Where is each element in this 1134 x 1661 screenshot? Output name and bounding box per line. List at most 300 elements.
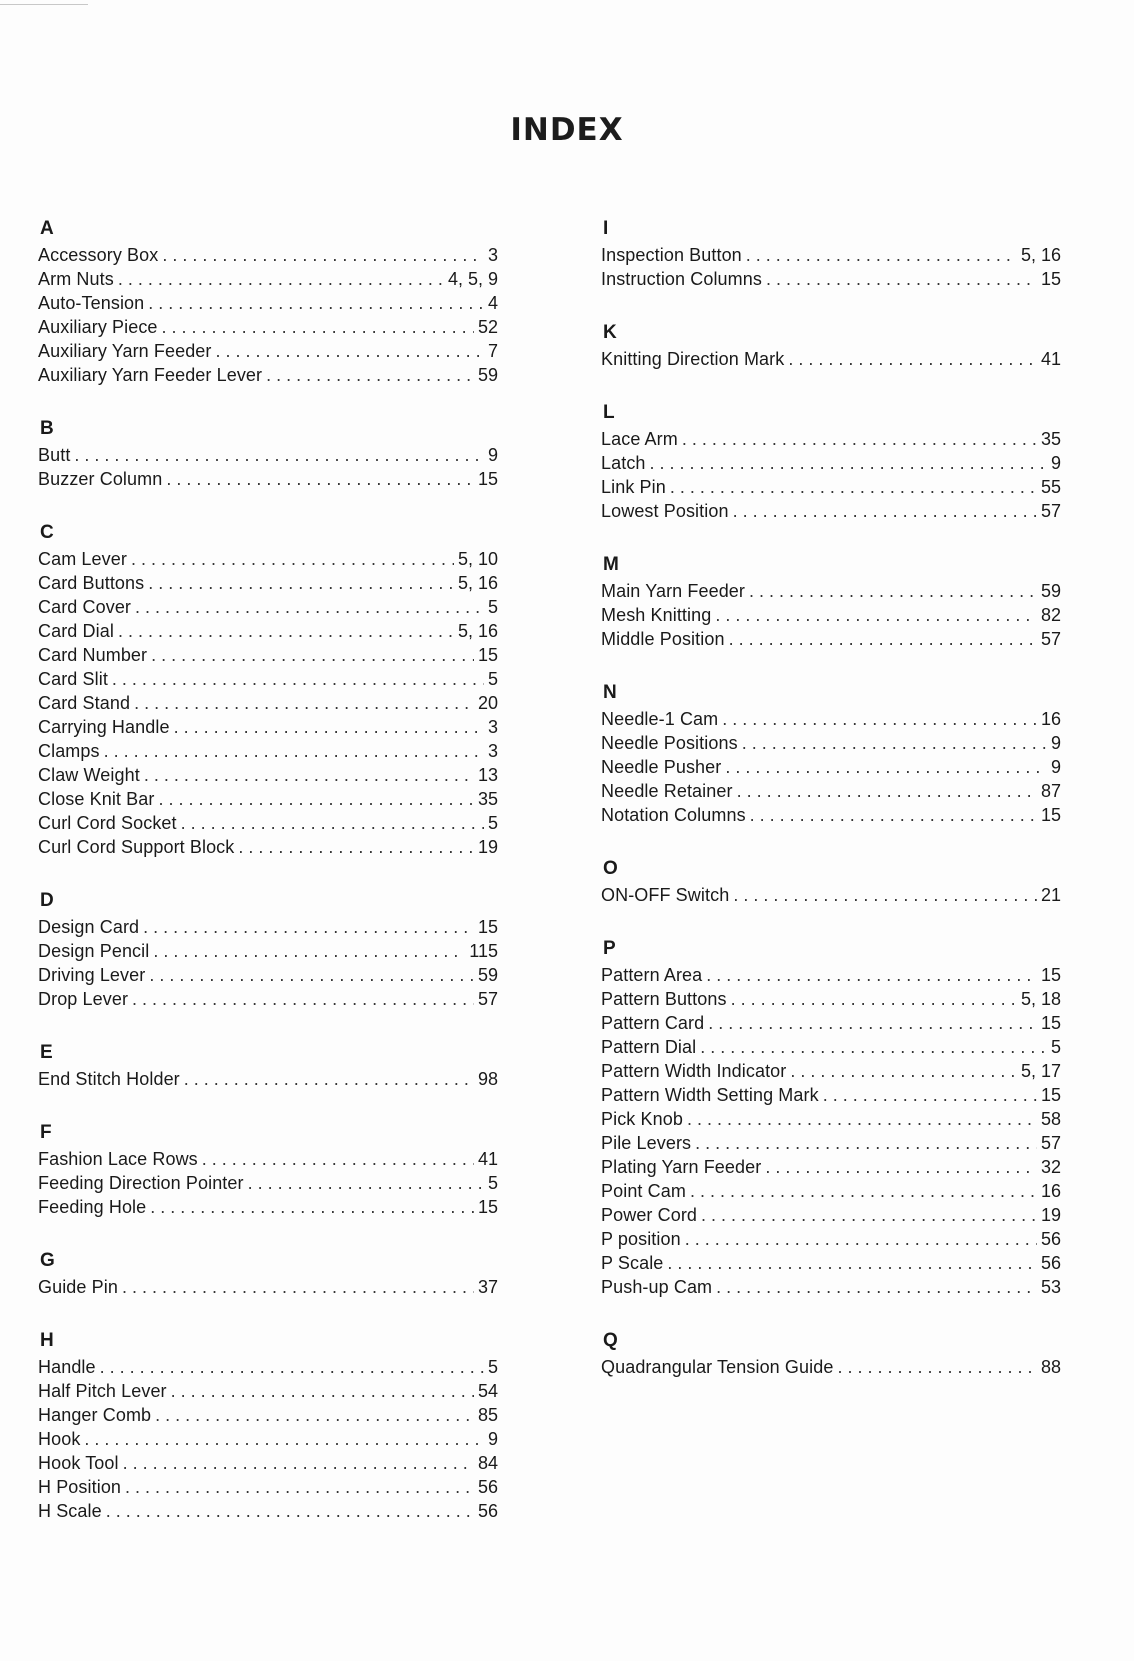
index-section-b (38, 414, 498, 518)
entry-list (601, 243, 1061, 291)
index-section-k (601, 318, 1061, 398)
entry-page-numbers: 9 (487, 1429, 498, 1449)
index-entry (38, 315, 498, 339)
section-spacer (601, 371, 1061, 398)
index-entry (601, 1107, 1061, 1131)
index-column-right (601, 214, 1061, 1379)
scan-edge-line (0, 4, 88, 5)
dot-leader (685, 1227, 1037, 1251)
dot-leader (149, 963, 474, 987)
entry-term: Lowest Position (601, 501, 729, 521)
entry-term: Drop Lever (38, 989, 129, 1009)
dot-leader (238, 835, 474, 859)
entry-page-numbers: 32 (1040, 1157, 1061, 1177)
dot-leader (725, 755, 1047, 779)
index-entry (38, 1427, 498, 1451)
entry-page-numbers: 41 (477, 1149, 498, 1169)
entry-page-numbers: 5 (487, 813, 498, 833)
index-entry (38, 619, 498, 643)
index-entry (601, 987, 1061, 1011)
dot-leader (181, 811, 484, 835)
dot-leader (132, 987, 474, 1011)
entry-page-numbers: 56 (477, 1477, 498, 1497)
dot-leader (766, 267, 1037, 291)
dot-leader (682, 427, 1037, 451)
entry-page-numbers: 15 (1040, 269, 1061, 289)
entry-term: Needle Positions (601, 733, 738, 753)
entry-term: Pattern Dial (601, 1037, 697, 1057)
index-entry (601, 1355, 1061, 1379)
index-entry (38, 547, 498, 571)
entry-term: Quadrangular Tension Guide (601, 1357, 834, 1377)
dot-leader (765, 1155, 1037, 1179)
entry-term: Claw Weight (38, 765, 140, 785)
entry-page-numbers: 4, 5, 9 (447, 269, 498, 289)
index-entry (38, 1275, 498, 1299)
entry-page-numbers: 15 (1040, 1085, 1061, 1105)
index-entry (601, 731, 1061, 755)
entry-term: Hook (38, 1429, 81, 1449)
entry-term: ON-OFF Switch (601, 885, 730, 905)
entry-term: Pattern Buttons (601, 989, 727, 1009)
index-entry (601, 451, 1061, 475)
entry-term: Design Card (38, 917, 140, 937)
entry-term: Card Cover (38, 597, 132, 617)
index-entry (601, 603, 1061, 627)
entry-list (601, 347, 1061, 371)
index-entry (38, 267, 498, 291)
entry-page-numbers: 9 (487, 445, 498, 465)
entry-page-numbers: 5, 10 (457, 549, 498, 569)
index-section-e (38, 1038, 498, 1118)
entry-page-numbers: 15 (477, 1197, 498, 1217)
entry-term: Pattern Width Indicator (601, 1061, 787, 1081)
entry-page-numbers: 35 (477, 789, 498, 809)
entry-term: Knitting Direction Mark (601, 349, 785, 369)
entry-page-numbers: 9 (1050, 733, 1061, 753)
index-column-left (38, 214, 498, 1523)
index-entry (601, 427, 1061, 451)
index-section-p (601, 934, 1061, 1326)
dot-leader (823, 1083, 1037, 1107)
entry-page-numbers: 57 (1040, 629, 1061, 649)
index-entry (38, 363, 498, 387)
index-entry (38, 691, 498, 715)
entry-page-numbers: 115 (469, 941, 498, 961)
entry-term: Auxiliary Yarn Feeder (38, 341, 212, 361)
entry-term: Handle (38, 1357, 96, 1377)
entry-page-numbers: 3 (487, 741, 498, 761)
dot-leader (171, 1379, 474, 1403)
entry-page-numbers: 5, 17 (1020, 1061, 1061, 1081)
section-letter: I (603, 218, 609, 239)
index-entry (601, 1035, 1061, 1059)
dot-leader (670, 475, 1037, 499)
entry-term: Pick Knob (601, 1109, 683, 1129)
entry-term: Design Pencil (38, 941, 150, 961)
index-entry (38, 571, 498, 595)
entry-term: Feeding Direction Pointer (38, 1173, 244, 1193)
entry-page-numbers: 52 (477, 317, 498, 337)
index-entry (38, 835, 498, 859)
index-entry (601, 1011, 1061, 1035)
entry-list (601, 707, 1061, 827)
index-section-d (38, 886, 498, 1038)
entry-term: Hanger Comb (38, 1405, 152, 1425)
dot-leader (687, 1107, 1037, 1131)
entry-term: Inspection Button (601, 245, 742, 265)
dot-leader (742, 731, 1047, 755)
dot-leader (690, 1179, 1037, 1203)
index-entry (38, 763, 498, 787)
index-entry (601, 1131, 1061, 1155)
entry-list (38, 1147, 498, 1219)
entry-page-numbers: 5, 16 (457, 621, 498, 641)
entry-term: Needle Retainer (601, 781, 733, 801)
index-entry (38, 1403, 498, 1427)
section-letter: C (40, 522, 54, 543)
index-entry (601, 1155, 1061, 1179)
index-entry (38, 1475, 498, 1499)
entry-term: End Stitch Holder (38, 1069, 180, 1089)
entry-term: Pile Levers (601, 1133, 692, 1153)
index-entry (601, 475, 1061, 499)
entry-term: Push-up Cam (601, 1277, 713, 1297)
entry-list (601, 427, 1061, 523)
index-entry (601, 347, 1061, 371)
entry-page-numbers: 56 (1040, 1253, 1061, 1273)
entry-term: Card Stand (38, 693, 131, 713)
entry-term: Power Cord (601, 1205, 698, 1225)
entry-page-numbers: 54 (477, 1381, 498, 1401)
entry-term: Half Pitch Lever (38, 1381, 167, 1401)
section-spacer (38, 1091, 498, 1118)
dot-leader (700, 1035, 1047, 1059)
entry-list (38, 915, 498, 1011)
section-spacer (38, 859, 498, 886)
section-spacer (601, 291, 1061, 318)
dot-leader (788, 347, 1037, 371)
entry-list (38, 547, 498, 859)
dot-leader (729, 627, 1037, 651)
dot-leader (118, 267, 444, 291)
section-spacer (38, 1011, 498, 1038)
entry-page-numbers: 5 (487, 597, 498, 617)
entry-term: Auxiliary Piece (38, 317, 158, 337)
section-letter: D (40, 890, 54, 911)
entry-term: Plating Yarn Feeder (601, 1157, 762, 1177)
index-section-i (601, 214, 1061, 318)
section-spacer (38, 491, 498, 518)
index-entry (601, 803, 1061, 827)
index-section-a (38, 214, 498, 414)
dot-leader (708, 1011, 1037, 1035)
entry-term: P position (601, 1229, 681, 1249)
index-entry (38, 1171, 498, 1195)
entry-page-numbers: 88 (1040, 1357, 1061, 1377)
dot-leader (216, 339, 484, 363)
section-letter: A (40, 218, 54, 239)
entry-page-numbers: 7 (487, 341, 498, 361)
entry-page-numbers: 19 (477, 837, 498, 857)
entry-term: Fashion Lace Rows (38, 1149, 198, 1169)
entry-list (601, 1355, 1061, 1379)
dot-leader (266, 363, 474, 387)
index-entry (38, 811, 498, 835)
entry-page-numbers: 21 (1040, 885, 1061, 905)
entry-term: Notation Columns (601, 805, 746, 825)
section-spacer (601, 651, 1061, 678)
entry-page-numbers: 19 (1040, 1205, 1061, 1225)
dot-leader (722, 707, 1037, 731)
dot-leader (715, 603, 1037, 627)
dot-leader (202, 1147, 474, 1171)
index-entry (38, 667, 498, 691)
section-letter: O (603, 858, 618, 879)
index-entry (38, 1067, 498, 1091)
index-entry (38, 1355, 498, 1379)
dot-leader (112, 667, 484, 691)
entry-page-numbers: 15 (1040, 965, 1061, 985)
entry-list (601, 883, 1061, 907)
dot-leader (733, 499, 1037, 523)
section-spacer (38, 1299, 498, 1326)
entry-term: Auxiliary Yarn Feeder Lever (38, 365, 263, 385)
section-letter: F (40, 1122, 52, 1143)
entry-term: Mesh Knitting (601, 605, 712, 625)
dot-leader (650, 451, 1047, 475)
index-entry (38, 939, 498, 963)
entry-page-numbers: 35 (1040, 429, 1061, 449)
index-entry (38, 1379, 498, 1403)
dot-leader (695, 1131, 1037, 1155)
entry-list (38, 243, 498, 387)
entry-term: Card Buttons (38, 573, 145, 593)
entry-term: Card Dial (38, 621, 114, 641)
entry-list (38, 1355, 498, 1523)
dot-leader (749, 579, 1037, 603)
dot-leader (158, 787, 474, 811)
dot-leader (123, 1451, 474, 1475)
entry-term: Clamps (38, 741, 100, 761)
entry-page-numbers: 57 (1040, 501, 1061, 521)
dot-leader (174, 715, 484, 739)
section-letter: P (603, 938, 616, 959)
entry-term: Main Yarn Feeder (601, 581, 746, 601)
dot-leader (134, 691, 474, 715)
index-entry (38, 787, 498, 811)
index-entry (38, 467, 498, 491)
entry-page-numbers: 16 (1040, 709, 1061, 729)
index-section-f (38, 1118, 498, 1246)
index-entry (38, 739, 498, 763)
index-entry (601, 755, 1061, 779)
entry-page-numbers: 5, 18 (1020, 989, 1061, 1009)
dot-leader (100, 1355, 484, 1379)
section-spacer (601, 1299, 1061, 1326)
index-entry (38, 1499, 498, 1523)
index-section-n (601, 678, 1061, 854)
index-entry (601, 1275, 1061, 1299)
entry-page-numbers: 15 (477, 645, 498, 665)
dot-leader (248, 1171, 484, 1195)
entry-page-numbers: 37 (477, 1277, 498, 1297)
entry-page-numbers: 41 (1040, 349, 1061, 369)
entry-term: Carrying Handle (38, 717, 170, 737)
index-entry (38, 1147, 498, 1171)
entry-term: Curl Cord Support Block (38, 837, 235, 857)
section-letter: K (603, 322, 617, 343)
index-entry (601, 243, 1061, 267)
entry-term: H Position (38, 1477, 122, 1497)
entry-page-numbers: 5 (487, 1357, 498, 1377)
dot-leader (716, 1275, 1037, 1299)
entry-term: Needle Pusher (601, 757, 722, 777)
dot-leader (162, 243, 484, 267)
entry-page-numbers: 9 (1050, 453, 1061, 473)
index-entry (38, 963, 498, 987)
section-letter: H (40, 1330, 54, 1351)
index-entry (601, 1227, 1061, 1251)
dot-leader (837, 1355, 1037, 1379)
index-section-q (601, 1326, 1061, 1379)
entry-term: Feeding Hole (38, 1197, 147, 1217)
entry-page-numbers: 59 (477, 365, 498, 385)
entry-term: Middle Position (601, 629, 725, 649)
index-entry (601, 883, 1061, 907)
index-entry (38, 1195, 498, 1219)
index-entry (38, 915, 498, 939)
section-spacer (601, 827, 1061, 854)
index-section-h (38, 1326, 498, 1523)
dot-leader (701, 1203, 1037, 1227)
dot-leader (131, 547, 454, 571)
entry-term: Link Pin (601, 477, 666, 497)
dot-leader (143, 915, 474, 939)
index-entry (601, 1203, 1061, 1227)
entry-page-numbers: 5, 16 (457, 573, 498, 593)
section-spacer (601, 907, 1061, 934)
entry-page-numbers: 82 (1040, 605, 1061, 625)
entry-term: Driving Lever (38, 965, 146, 985)
entry-page-numbers: 85 (477, 1405, 498, 1425)
dot-leader (166, 467, 474, 491)
section-spacer (38, 387, 498, 414)
entry-page-numbers: 56 (1040, 1229, 1061, 1249)
index-entry (38, 1451, 498, 1475)
index-section-c (38, 518, 498, 886)
entry-page-numbers: 5, 16 (1020, 245, 1061, 265)
index-entry (38, 643, 498, 667)
entry-page-numbers: 20 (477, 693, 498, 713)
entry-term: Arm Nuts (38, 269, 114, 289)
entry-page-numbers: 15 (477, 469, 498, 489)
section-spacer (601, 523, 1061, 550)
entry-page-numbers: 15 (477, 917, 498, 937)
index-entry (38, 243, 498, 267)
index-entry (601, 627, 1061, 651)
entry-list (38, 1067, 498, 1091)
entry-term: Pattern Width Setting Mark (601, 1085, 819, 1105)
index-entry (38, 291, 498, 315)
dot-leader (122, 1275, 474, 1299)
dot-leader (106, 1499, 474, 1523)
entry-term: Card Slit (38, 669, 108, 689)
index-entry (601, 267, 1061, 291)
entry-term: P Scale (601, 1253, 664, 1273)
entry-page-numbers: 59 (477, 965, 498, 985)
index-section-g (38, 1246, 498, 1326)
section-letter: B (40, 418, 54, 439)
dot-leader (750, 803, 1037, 827)
entry-term: Lace Arm (601, 429, 678, 449)
index-entry (601, 963, 1061, 987)
index-entry (38, 987, 498, 1011)
entry-page-numbers: 59 (1040, 581, 1061, 601)
dot-leader (155, 1403, 474, 1427)
entry-page-numbers: 57 (1040, 1133, 1061, 1153)
index-entry (38, 339, 498, 363)
entry-term: Card Number (38, 645, 148, 665)
dot-leader (733, 883, 1037, 907)
index-entry (601, 1059, 1061, 1083)
index-entry (38, 595, 498, 619)
dot-leader (153, 939, 465, 963)
entry-page-numbers: 56 (477, 1501, 498, 1521)
section-letter: N (603, 682, 617, 703)
entry-page-numbers: 15 (1040, 1013, 1061, 1033)
entry-list (38, 443, 498, 491)
index-entry (601, 579, 1061, 603)
index-entry (601, 1251, 1061, 1275)
entry-page-numbers: 5 (487, 669, 498, 689)
dot-leader (148, 291, 484, 315)
entry-list (38, 1275, 498, 1299)
entry-list (601, 579, 1061, 651)
index-entry (601, 1083, 1061, 1107)
dot-leader (118, 619, 454, 643)
dot-leader (737, 779, 1037, 803)
entry-page-numbers: 53 (1040, 1277, 1061, 1297)
entry-page-numbers: 87 (1040, 781, 1061, 801)
index-entry (601, 499, 1061, 523)
entry-page-numbers: 5 (487, 1173, 498, 1193)
section-letter: L (603, 402, 615, 423)
index-entry (601, 1179, 1061, 1203)
entry-page-numbers: 16 (1040, 1181, 1061, 1201)
entry-term: Accessory Box (38, 245, 159, 265)
index-section-o (601, 854, 1061, 934)
dot-leader (162, 315, 474, 339)
section-spacer (38, 1219, 498, 1246)
dot-leader (790, 1059, 1017, 1083)
index-entry (601, 779, 1061, 803)
entry-page-numbers: 9 (1050, 757, 1061, 777)
page-title: INDEX (510, 112, 624, 148)
entry-term: Buzzer Column (38, 469, 163, 489)
entry-term: Instruction Columns (601, 269, 762, 289)
dot-leader (706, 963, 1037, 987)
dot-leader (667, 1251, 1037, 1275)
section-letter: G (40, 1250, 55, 1271)
entry-term: Auto-Tension (38, 293, 145, 313)
entry-page-numbers: 15 (1040, 805, 1061, 825)
entry-page-numbers: 5 (1050, 1037, 1061, 1057)
dot-leader (746, 243, 1017, 267)
dot-leader (74, 443, 484, 467)
entry-term: Curl Cord Socket (38, 813, 177, 833)
dot-leader (125, 1475, 474, 1499)
